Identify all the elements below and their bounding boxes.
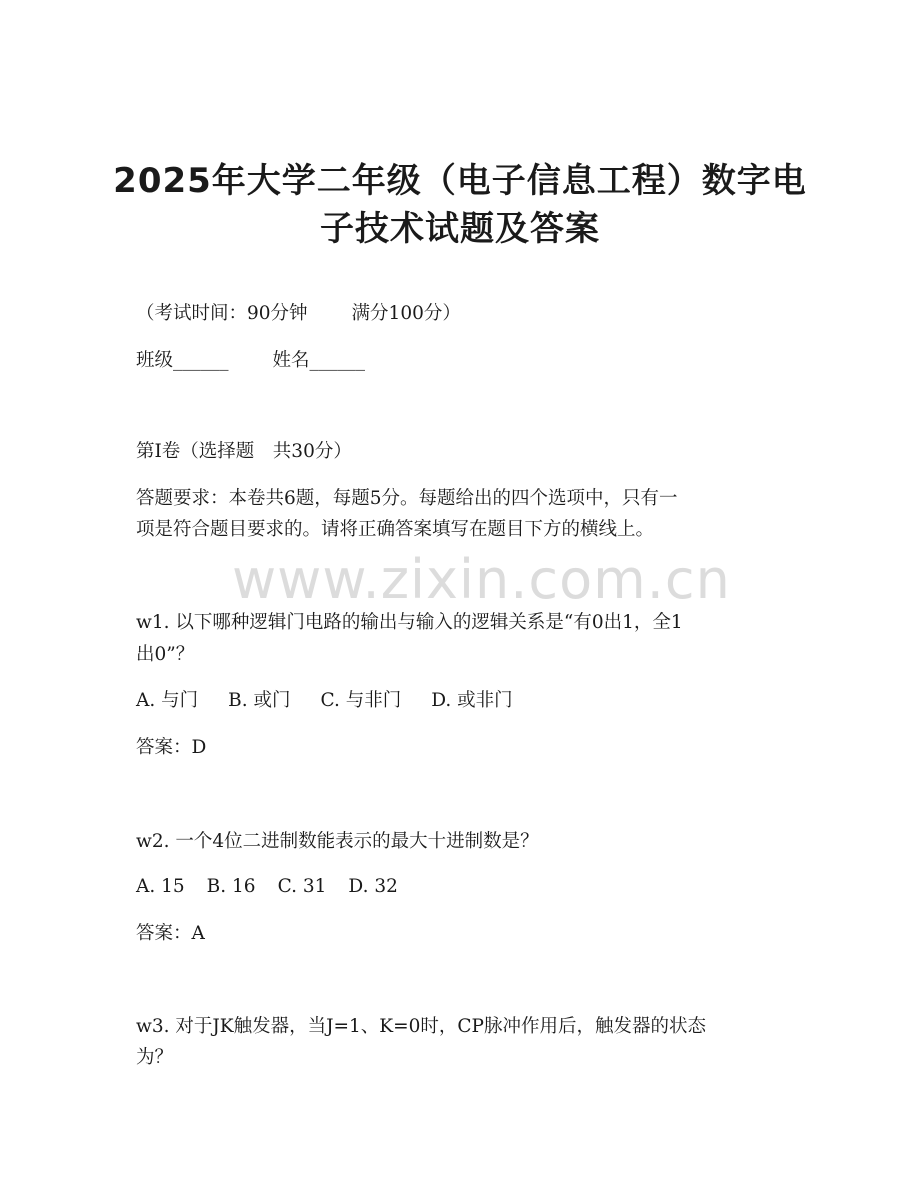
section-instructions-line-2: 项是符合题目要求的。请将正确答案填写在题目下方的横线上。 bbox=[136, 519, 655, 540]
question-3-stem-line-2: 为？ bbox=[136, 1047, 174, 1068]
question-2-answer: 答案：A bbox=[136, 923, 205, 944]
exam-info bbox=[136, 299, 796, 329]
student-info bbox=[136, 346, 796, 376]
question-2-option-a: A. 15 bbox=[136, 876, 185, 897]
question-2-stem: w2. 一个4位二进制数能表示的最大十进制数是？ bbox=[136, 831, 539, 852]
question-1-answer: 答案：D bbox=[136, 737, 207, 758]
question-1-option-c: C. 与非门 bbox=[320, 690, 402, 711]
exam-score: 满分100分） bbox=[351, 303, 461, 324]
section-heading: 第I卷（选择题 共30分） bbox=[136, 441, 352, 462]
question-2-options bbox=[136, 872, 796, 902]
question-1-stem-line-1: w1. 以下哪种逻辑门电路的输出与输入的逻辑关系是“有0出1，全1 bbox=[136, 612, 683, 633]
name-label: 姓名______ bbox=[272, 350, 366, 371]
watermark: www.zixin.com.cn bbox=[232, 548, 731, 611]
section-instructions-line-1: 答题要求：本卷共6题，每题5分。每题给出的四个选项中，只有一 bbox=[136, 488, 678, 509]
question-2-option-b: B. 16 bbox=[206, 876, 256, 897]
class-label: 班级______ bbox=[136, 350, 229, 371]
question-1-option-d: D. 或非门 bbox=[431, 690, 513, 711]
exam-time: （考试时间：90分钟 bbox=[136, 303, 308, 324]
question-1-option-b: B. 或门 bbox=[228, 690, 291, 711]
question-2-option-c: C. 31 bbox=[277, 876, 327, 897]
question-1-options bbox=[136, 686, 796, 716]
question-3-stem-line-1: w3. 对于JK触发器，当J=1、K=0时，CP脉冲作用后，触发器的状态 bbox=[136, 1016, 706, 1037]
question-2-option-d: D. 32 bbox=[348, 876, 398, 897]
question-1-option-a: A. 与门 bbox=[136, 690, 199, 711]
document-title-line-1: 2025年大学二年级（电子信息工程）数字电 bbox=[113, 161, 807, 201]
question-1-stem-line-2: 出0”？ bbox=[136, 644, 195, 665]
document-title-line-2: 子技术试题及答案 bbox=[320, 209, 600, 249]
